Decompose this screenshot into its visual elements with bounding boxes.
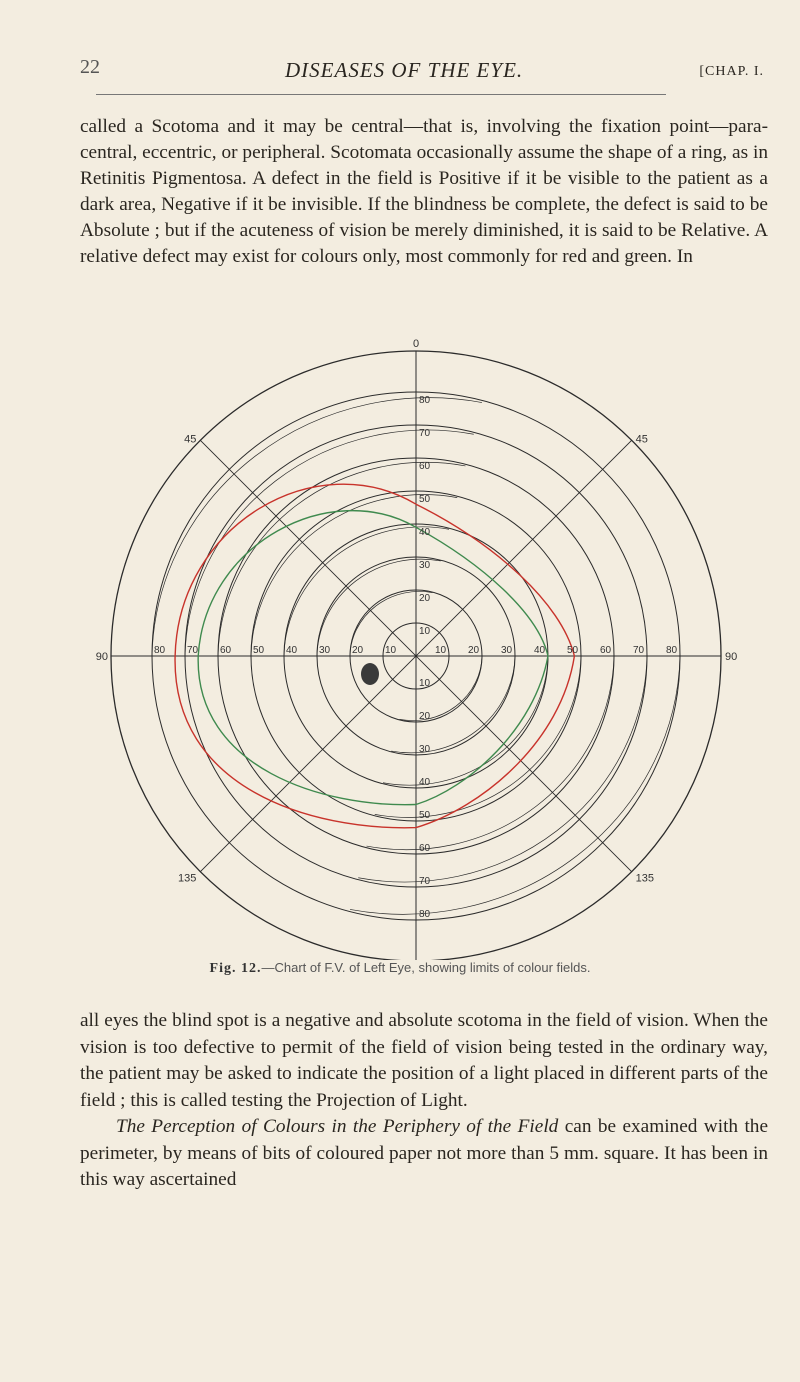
figure-label: Fig. 12.	[209, 961, 262, 976]
blind-spot	[361, 663, 379, 685]
label-degree-right-10: 10	[435, 645, 447, 656]
label-degree-up-70: 70	[419, 428, 431, 439]
label-meridian-lower-right: 135	[635, 872, 654, 885]
label-meridian-left: 90	[95, 651, 108, 663]
label-degree-down-10: 10	[419, 678, 431, 689]
paragraph-text-3	[80, 1114, 768, 1194]
label-degree-left-50: 50	[253, 645, 265, 656]
figure-caption-text: —Chart of F.V. of Left Eye, showing limits of colour fields.	[261, 960, 591, 975]
paragraph-rest: can be examined with the perimeter, by means of bits of coloured paper not more than 5 mm. square. It has been in this way ascertained	[80, 1116, 769, 1190]
label-degree-right-40: 40	[534, 645, 546, 656]
label-degree-right-80: 80	[666, 645, 678, 656]
label-degree-right-30: 30	[501, 645, 513, 656]
label-degree-right-60: 60	[600, 645, 612, 656]
label-meridian-right: 90	[725, 651, 738, 663]
label-meridian-lower-left: 135	[178, 872, 197, 885]
lattice-arc-b-3	[391, 656, 515, 753]
label-degree-up-20: 20	[419, 593, 431, 604]
label-degree-up-80: 80	[419, 395, 431, 406]
label-degree-up-50: 50	[419, 494, 431, 505]
italic-phrase: The Perception of Colours in the Periphery of the Field	[116, 1116, 559, 1137]
label-degree-left-70: 70	[187, 645, 199, 656]
label-degree-down-20: 20	[419, 711, 431, 722]
label-degree-left-10: 10	[385, 645, 397, 656]
chart-lines	[111, 351, 721, 960]
label-degree-up-30: 30	[419, 560, 431, 571]
label-degree-right-70: 70	[633, 645, 645, 656]
label-degree-up-10: 10	[419, 626, 431, 637]
blind-spot-mark	[361, 663, 379, 685]
label-degree-left-30: 30	[319, 645, 331, 656]
label-degree-left-40: 40	[286, 645, 298, 656]
running-title: DISEASES OF THE EYE.	[285, 58, 524, 82]
label-degree-down-40: 40	[419, 777, 431, 788]
label-degree-down-30: 30	[419, 744, 431, 755]
label-degree-up-40: 40	[419, 527, 431, 538]
label-degree-down-60: 60	[419, 843, 431, 854]
label-degree-left-60: 60	[220, 645, 232, 656]
label-degree-down-80: 80	[419, 909, 431, 920]
figure-caption	[0, 960, 800, 977]
label-meridian-upper-left: 45	[184, 433, 197, 446]
lattice-arc-a-3	[317, 559, 441, 656]
label-meridian-top: 0	[412, 338, 420, 350]
label-meridian-upper-right: 45	[635, 433, 648, 446]
label-degree-down-50: 50	[419, 810, 431, 821]
page-number: 22	[80, 56, 100, 78]
label-degree-right-20: 20	[468, 645, 480, 656]
label-degree-left-20: 20	[352, 645, 364, 656]
label-degree-up-60: 60	[419, 461, 431, 472]
paragraph-bottom	[80, 1008, 768, 1194]
paragraph-text-2: all eyes the blind spot is a negative and absolute scotoma in the field of vision. When the vision is too defective to permit of the field of vision being tested in the ordinary way, the patient may be asked to indicate the position of a light placed in different parts of the field ; this is called testing the Projection of Light.	[80, 1010, 768, 1111]
lattice-arc-b-7	[358, 656, 647, 882]
paragraph-text: called a Scotoma and it may be central—that is, involving the fixation point—para-central, eccentric, or peripheral. Scotomata occasionally assume the shape of a ring, as in Retinitis Pigmentosa. A defect in the field is Positive if it be visible to the patient as a dark area, Negative if it be invisible. If the blindness be complete, the defect is said to be Absolute ; but if the acuteness of vision be merely diminished, it is said to be Relative. A relative defect may exist for colours only, most commonly for red and green. In	[80, 116, 768, 267]
label-degree-left-80: 80	[154, 645, 166, 656]
label-degree-right-50: 50	[567, 645, 579, 656]
chapter-marker: [CHAP. I.	[699, 64, 764, 79]
lattice-arc-a-7	[185, 430, 474, 656]
label-degree-down-70: 70	[419, 876, 431, 887]
